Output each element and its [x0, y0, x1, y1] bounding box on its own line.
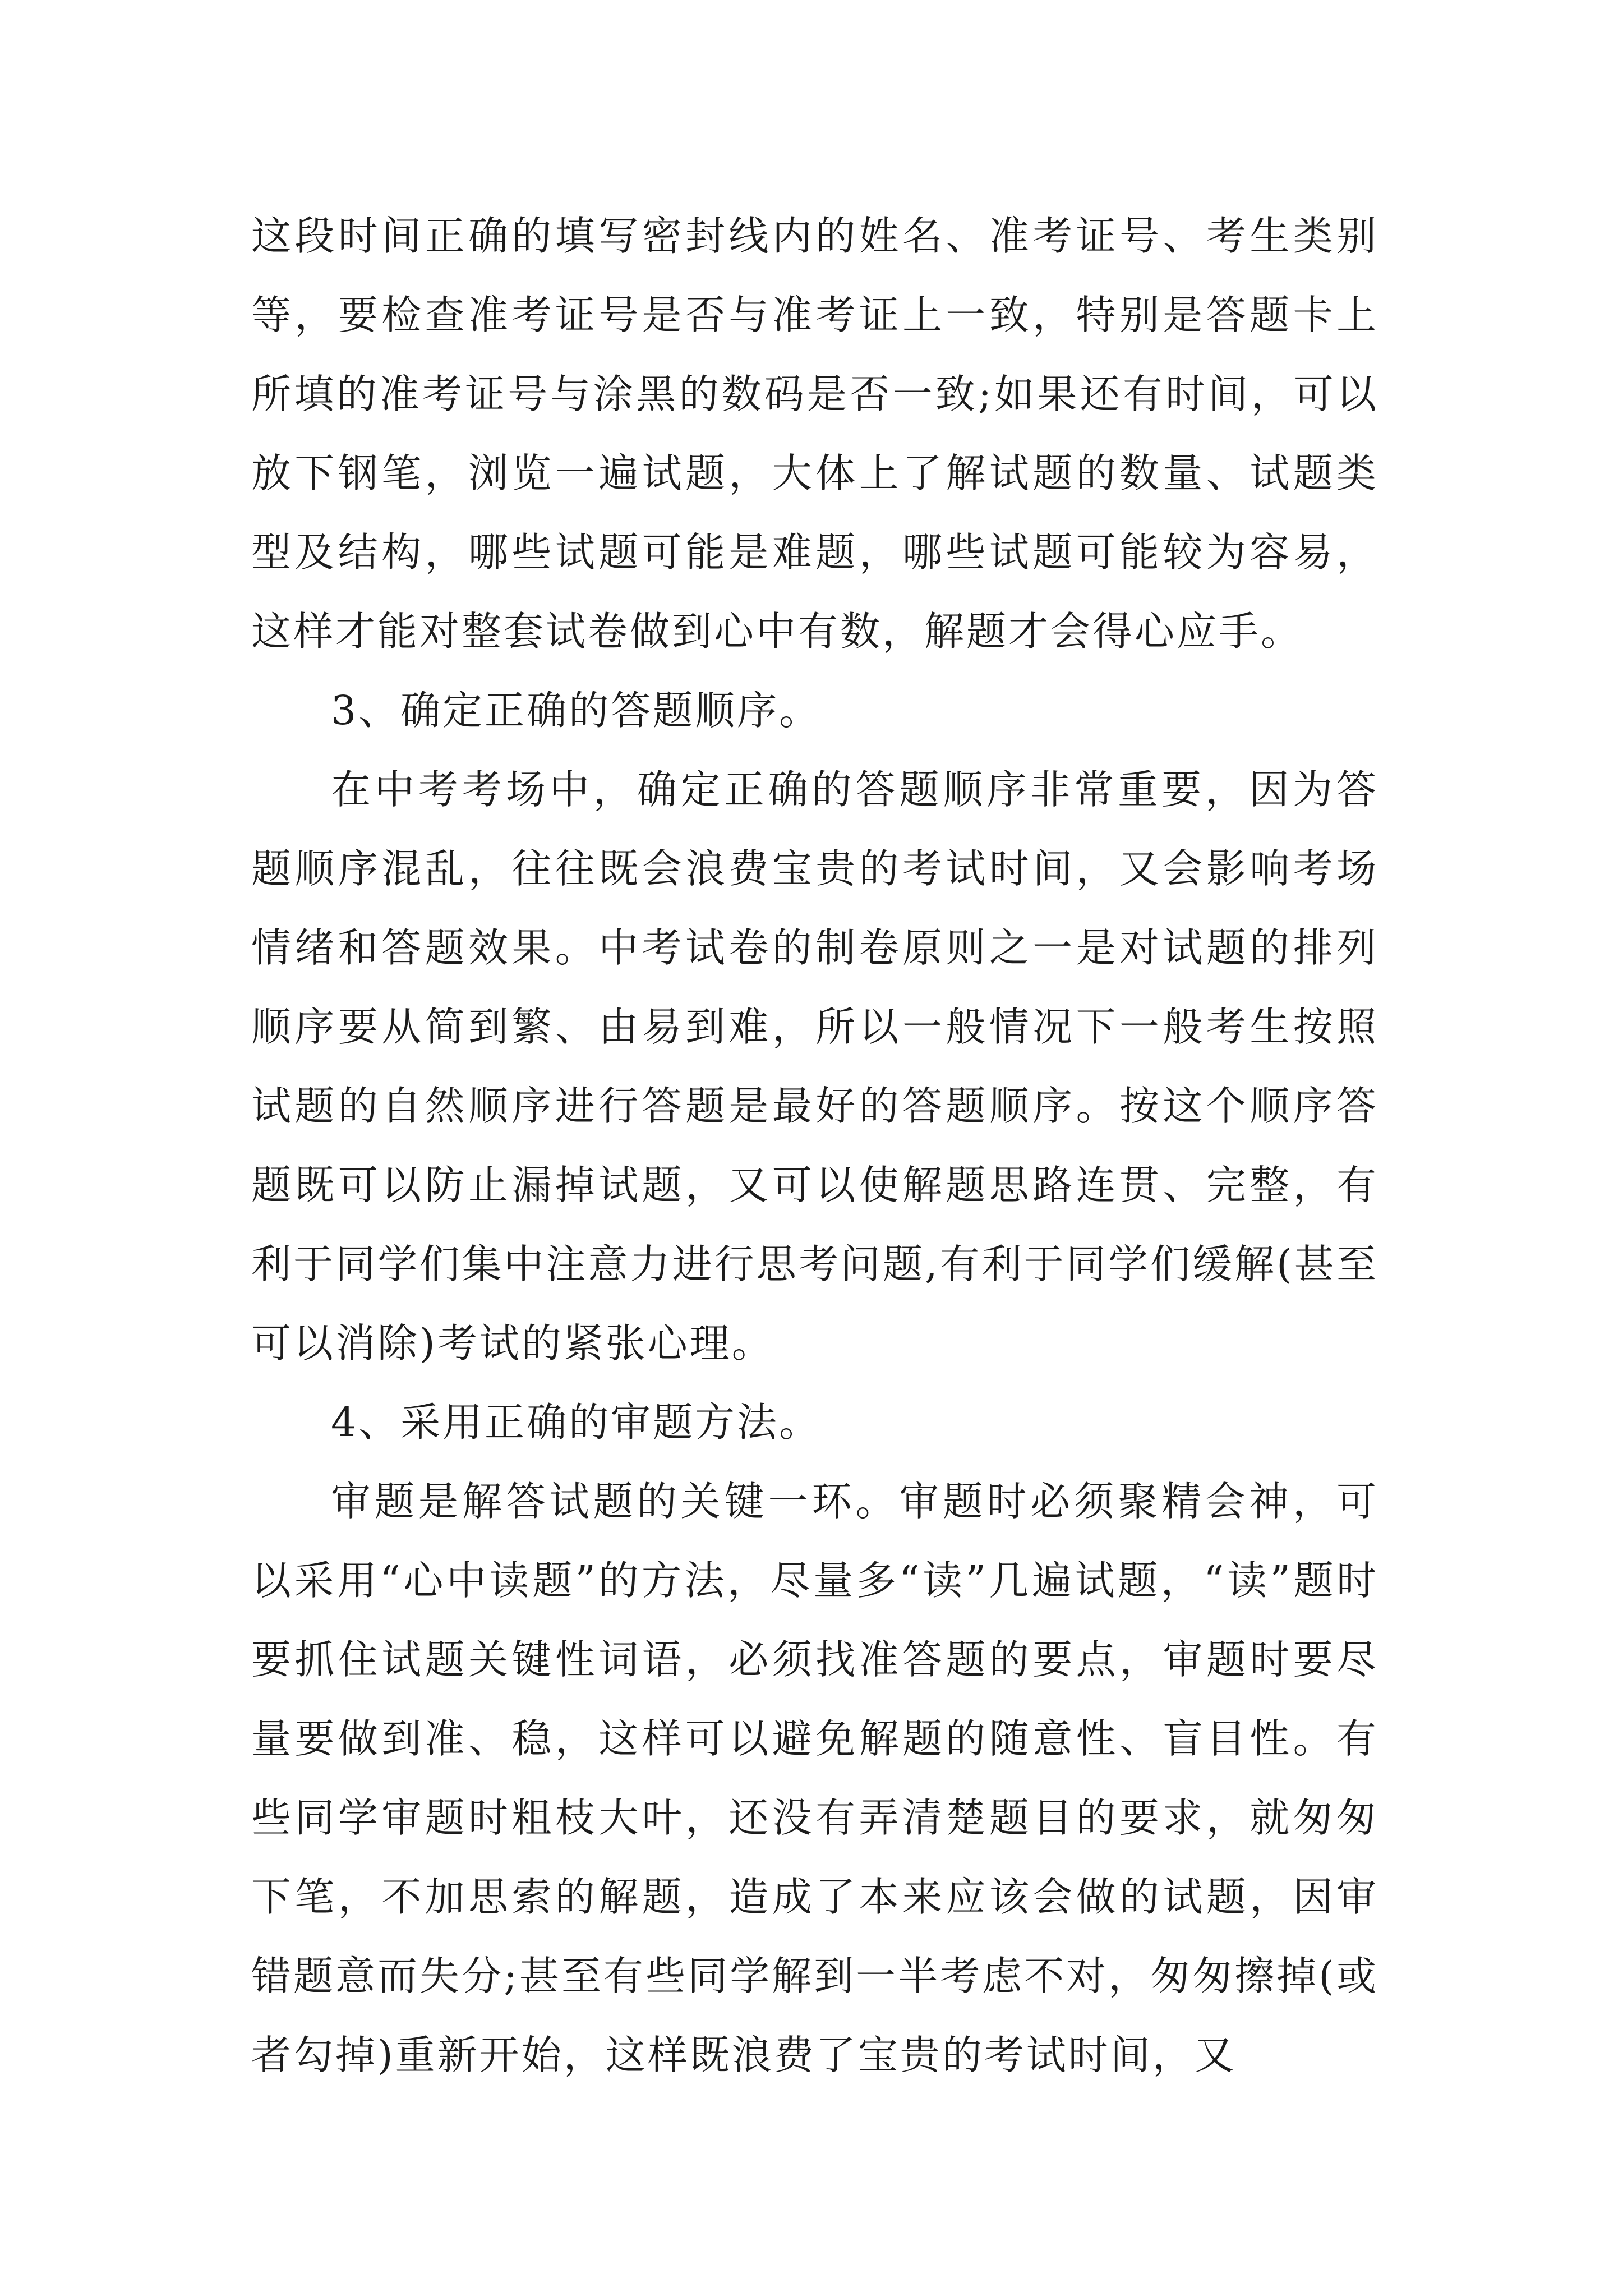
heading-review-method: 4、采用正确的审题方法。	[331, 1399, 822, 1446]
body-text	[251, 196, 1378, 2095]
paragraph-review-method: 审题是解答试题的关键一环。审题时必须聚精会神，可以采用“心中读题”的方法，尽量多“读”几遍试题，“读”题时要抓住试题关键性词语，必须找准答题的要点，审题时要尽量要做到准、稳，这样可以避免解题的随意性、盲目性。有些同学审题时粗枝大叶，还没有弄清楚题目的要求，就匆匆下笔，不加思索的解题，造成了本来应该会做的试题，因审错题意而失分;甚至有些同学解到一半考虑不对，匆匆擦掉(或者勾掉)重新开始，这样既浪费了宝贵的考试时间，又	[251, 1478, 1378, 2078]
paragraph-continuation: 这段时间正确的填写密封线内的姓名、准考证号、考生类别等，要检查准考证号是否与准考证上一致，特别是答题卡上所填的准考证号与涂黑的数码是否一致;如果还有时间，可以放下钢笔，浏览一遍试题，大体上了解试题的数量、试题类型及结构，哪些试题可能是难题，哪些试题可能较为容易，这样才能对整套试卷做到心中有数，解题才会得心应手。	[251, 213, 1378, 655]
heading-answer-order: 3、确定正确的答题顺序。	[331, 687, 822, 734]
paragraph-answer-order: 在中考考场中，确定正确的答题顺序非常重要，因为答题顺序混乱，往往既会浪费宝贵的考试时间，又会影响考场情绪和答题效果。中考试卷的制卷原则之一是对试题的排列顺序要从简到繁、由易到难，所以一般情况下一般考生按照试题的自然顺序进行答题是最好的答题顺序。按这个顺序答题既可以防止漏掉试题，又可以使解题思路连贯、完整，有利于同学们集中注意力进行思考问题,有利于同学们缓解(甚至可以消除)考试的紧张心理。	[251, 766, 1378, 1366]
